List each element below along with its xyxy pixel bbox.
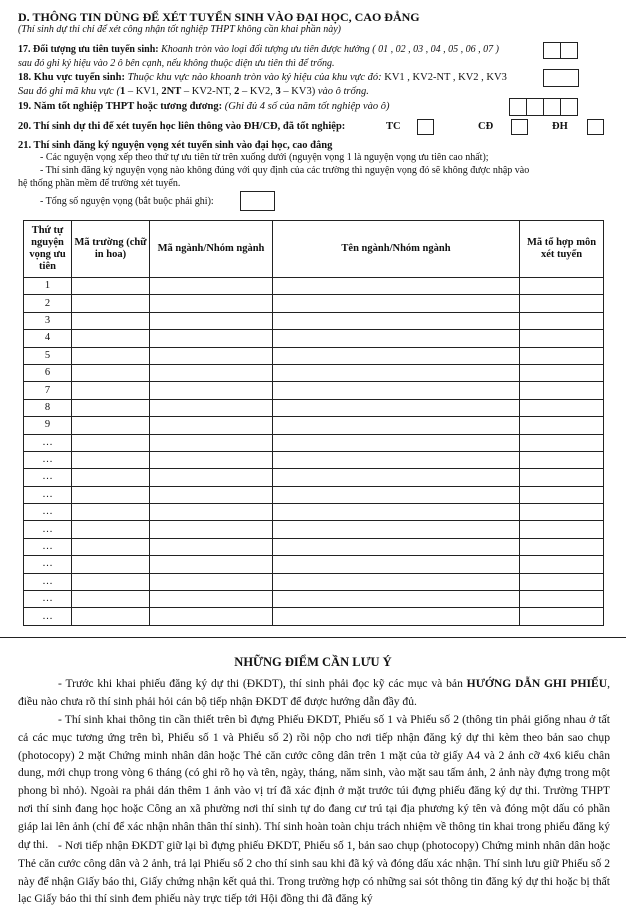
major-code-cell[interactable] [150,608,273,625]
table-row [24,347,604,364]
table-row [24,591,604,608]
row-number: 6 [24,364,72,381]
row-number: 3 [24,312,72,329]
table-row [24,382,604,399]
row-number: 7 [24,382,72,399]
major-name-cell[interactable] [273,278,520,295]
major-code-cell[interactable] [150,312,273,329]
major-code-cell[interactable] [150,364,273,381]
q20-opt-cd: CĐ [478,121,494,132]
school-code-cell[interactable] [72,434,150,451]
q20-opt-dh: ĐH [552,121,568,132]
row-number: 2 [24,295,72,312]
q19-box-3[interactable] [543,98,561,116]
subject-group-cell[interactable] [520,521,604,538]
major-name-cell[interactable] [273,434,520,451]
major-name-cell[interactable] [273,312,520,329]
row-number: … [24,504,72,521]
q20-checkbox-dh[interactable] [587,119,604,135]
major-name-cell[interactable] [273,591,520,608]
major-name-cell[interactable] [273,608,520,625]
table-header-row [24,221,604,278]
row-number: … [24,591,72,608]
q18-line2-i: – KV3) [280,86,316,97]
table-row [24,364,604,381]
row-number: 1 [24,278,72,295]
major-name-cell[interactable] [273,417,520,434]
q17-line2: sau đó ghi ký hiệu vào 2 ô bên cạnh, nếu không thuộc diện ưu tiên thì để trống. [18,58,335,69]
major-code-cell[interactable] [150,382,273,399]
subject-group-cell[interactable] [520,538,604,555]
row-number: … [24,469,72,486]
q20-checkbox-cd[interactable] [511,119,528,135]
subject-group-cell[interactable] [520,591,604,608]
major-name-cell[interactable] [273,364,520,381]
subject-group-cell[interactable] [520,469,604,486]
major-code-cell[interactable] [150,521,273,538]
row-number: … [24,556,72,573]
q18-line2 [18,86,369,97]
row-number: … [24,486,72,503]
q21-note1: - Các nguyện vọng xếp theo thứ tự ưu tiên từ trên xuống dưới (nguyện vọng 1 là nguyện vọng ưu tiên cao nhất); [40,152,489,163]
col-school-code: Mã trường (chữ in hoa) [72,221,150,278]
table-row [24,278,604,295]
q18-box[interactable] [543,69,579,87]
q18-line2-g: – KV2, [239,86,276,97]
table-row [24,295,604,312]
major-name-cell[interactable] [273,573,520,590]
major-code-cell[interactable] [150,486,273,503]
notes-p1-a: - Trước khi khai phiếu đăng ký dự thi (ĐKDT), thí sinh phải đọc kỹ các mục và bản [58,677,467,690]
table-row [24,312,604,329]
q21-note2b: hệ thống phần mềm để trường xét tuyển. [18,178,181,189]
subject-group-cell[interactable] [520,399,604,416]
q18-codes: KV1 , KV2-NT , KV2 , KV3 [381,72,507,83]
subject-group-cell[interactable] [520,417,604,434]
major-name-cell[interactable] [273,295,520,312]
q17-line1 [18,44,499,55]
table-row [24,521,604,538]
table-row [24,538,604,555]
q21-total-label: - Tổng số nguyện vọng (bắt buộc phải ghi): [40,196,214,207]
row-number: 8 [24,399,72,416]
subject-group-cell[interactable] [520,451,604,468]
q18-code-1: 1 [119,86,126,97]
major-code-cell[interactable] [150,573,273,590]
major-name-cell[interactable] [273,556,520,573]
major-code-cell[interactable] [150,295,273,312]
q20-opt-tc: TC [386,121,401,132]
subject-group-cell[interactable] [520,608,604,625]
school-code-cell[interactable] [72,608,150,625]
notes-p1-emphasis: HƯỚNG DẪN GHI PHIẾU [466,677,608,690]
q21-total-box[interactable] [240,191,275,211]
q19-box-1[interactable] [509,98,527,116]
notes-title: NHỮNG ĐIỂM CẦN LƯU Ý [234,655,392,669]
major-name-cell[interactable] [273,469,520,486]
subject-group-cell[interactable] [520,364,604,381]
major-code-cell[interactable] [150,347,273,364]
section-d-subtitle: (Thí sinh dự thi chỉ để xét công nhận tốt nghiệp THPT không cần khai phần này) [18,24,342,35]
school-code-cell[interactable] [72,330,150,347]
col-major-name: Tên ngành/Nhóm ngành [273,221,520,278]
major-code-cell[interactable] [150,538,273,555]
table-row [24,556,604,573]
subject-group-cell[interactable] [520,278,604,295]
table-row [24,417,604,434]
notes-paragraph-3: - Nơi tiếp nhận ĐKDT giữ lại bì đựng phiếu ĐKDT, Phiếu số 1, bản sao chụp (photocopy) Chứng minh nhân dân hoặc Thẻ căn cước công dân và 2 ảnh, trả lại Phiếu số 2 cho thí sinh sau khi đã ký và đóng dấu xác nhận. Thí sinh lưu giữ Phiếu số 2 này để nhận Giấy báo thi, Giấy chứng nhận kết quả thi. Trong trường hợp có những sai sót thông tin đăng ký dự thi hoặc bị thất lạc Giấy báo thi thí sinh đem phiếu này trực tiếp tới Hội đồng thi đã đăng ký [18,839,610,906]
school-code-cell[interactable] [72,556,150,573]
major-name-cell[interactable] [273,347,520,364]
school-code-cell[interactable] [72,451,150,468]
major-code-cell[interactable] [150,330,273,347]
major-name-cell[interactable] [273,451,520,468]
subject-group-cell[interactable] [520,330,604,347]
q21-note2a: - Thí sinh đăng ký nguyện vọng nào không đúng với quy định của các trường thì nguyện vọng đó sẽ không được nhập vào [40,165,530,176]
major-code-cell[interactable] [150,278,273,295]
q17-box-1[interactable] [543,42,561,59]
table-row [24,504,604,521]
school-code-cell[interactable] [72,382,150,399]
col-major-code: Mã ngành/Nhóm ngành [150,221,273,278]
subject-group-cell[interactable] [520,382,604,399]
q18-code-2: 2 [234,86,240,97]
section-d-title: D. THÔNG TIN DÙNG ĐỂ XÉT TUYỂN SINH VÀO ĐẠI HỌC, CAO ĐẲNG [18,10,420,24]
q18-line2-j: vào ô trống. [315,86,369,97]
q19-text: (Ghi đủ 4 số của năm tốt nghiệp vào ô) [222,101,390,112]
row-number: … [24,538,72,555]
q17-label: 17. Đối tượng ưu tiên tuyển sinh: [18,44,159,55]
notes-paragraph-2: - Thí sinh khai thông tin cần thiết trên bì đựng Phiếu ĐKDT, Phiếu số 1 và Phiếu số 2 (thông tin phải giống nhau ở tất cả các mục tương ứng trên bì, Phiếu số 1 và Phiếu số 2) rồi nộp cho nơi tiếp nhận đăng ký dự thi kèm theo bản sao chụp (photocopy) 2 mặt Chứng minh nhân dân hoặc Thẻ căn cước công dân trên 1 mặt của tờ giấy A4 và 2 ảnh cỡ 4x6 kiểu chân dung, mới chụp trong vòng 6 tháng (có ghi rõ họ và tên, ngày, tháng, năm sinh, vào mặt sau tấm ảnh, 2 ảnh này đựng trong một phong bì nhỏ). Ngoài ra phải dán thêm 1 ảnh vào vị trí đã xác định ở mặt trước túi đựng phiếu đăng ký dự thi. Trường THPT nơi thí sinh đang học hoặc Công an xã phường nơi thí sinh tự do đang cư trú tại địa phương ký tên và đóng một dấu có phần giáp lai lên ảnh (chỉ để xác nhận nhân thân thí sinh). Thí sinh hoàn toàn chịu trách nhiệm về thông tin khai trong phiếu đăng ký dự thi. [18,713,610,851]
major-name-cell[interactable] [273,538,520,555]
row-number: … [24,608,72,625]
major-code-cell[interactable] [150,469,273,486]
row-number: 9 [24,417,72,434]
q17-box-2[interactable] [560,42,578,59]
q18-line1 [18,72,507,83]
q18-line2-c: – KV1, [125,86,162,97]
subject-group-cell[interactable] [520,347,604,364]
subject-group-cell[interactable] [520,295,604,312]
school-code-cell[interactable] [72,504,150,521]
table-row [24,573,604,590]
notes-paragraph-1 [18,675,610,711]
school-code-cell[interactable] [72,278,150,295]
q19-box-4[interactable] [560,98,578,116]
school-code-cell[interactable] [72,295,150,312]
q19-label: 19. Năm tốt nghiệp THPT hoặc tương đương: [18,101,223,112]
table-row [24,486,604,503]
school-code-cell[interactable] [72,312,150,329]
aspiration-table [23,220,604,626]
row-number: 4 [24,330,72,347]
major-code-cell[interactable] [150,451,273,468]
school-code-cell[interactable] [72,399,150,416]
q18-label: 18. Khu vực tuyển sinh: [18,72,125,83]
major-name-cell[interactable] [273,330,520,347]
col-priority: Thứ tự nguyện vọng ưu tiên [24,221,72,278]
table-row [24,434,604,451]
major-code-cell[interactable] [150,504,273,521]
school-code-cell[interactable] [72,347,150,364]
col-subject-group: Mã tổ hợp môn xét tuyển [520,221,604,278]
school-code-cell[interactable] [72,469,150,486]
school-code-cell[interactable] [72,364,150,381]
major-code-cell[interactable] [150,417,273,434]
subject-group-cell[interactable] [520,312,604,329]
table-row [24,469,604,486]
major-name-cell[interactable] [273,504,520,521]
subject-group-cell[interactable] [520,573,604,590]
q19-line [18,101,390,112]
row-number: … [24,573,72,590]
major-name-cell[interactable] [273,521,520,538]
subject-group-cell[interactable] [520,434,604,451]
table-row [24,399,604,416]
subject-group-cell[interactable] [520,486,604,503]
q18-line2-a: Sau đó ghi mã khu vực ( [18,86,120,97]
school-code-cell[interactable] [72,486,150,503]
q18-line2-e: – KV2-NT, [181,86,235,97]
q20-checkbox-tc[interactable] [417,119,434,135]
q17-text: Khoanh tròn vào loại đối tượng ưu tiên được hưởng ( 01 , 02 , 03 , 04 , 05 , 06 , 07 ) [158,44,499,55]
q20-label: 20. Thí sinh dự thi để xét tuyển học liên thông vào ĐH/CĐ, đã tốt nghiệp: [18,121,346,132]
major-code-cell[interactable] [150,434,273,451]
major-name-cell[interactable] [273,382,520,399]
section-divider [0,637,626,638]
row-number: 5 [24,347,72,364]
row-number: … [24,434,72,451]
row-number: … [24,521,72,538]
major-code-cell[interactable] [150,399,273,416]
q18-text: Thuộc khu vực nào khoanh tròn vào ký hiệu của khu vực đó: [124,72,382,83]
q18-code-2nt: 2NT [161,86,182,97]
table-row [24,330,604,347]
school-code-cell[interactable] [72,417,150,434]
table-row [24,451,604,468]
q18-code-3: 3 [275,86,281,97]
subject-group-cell[interactable] [520,556,604,573]
school-code-cell[interactable] [72,573,150,590]
school-code-cell[interactable] [72,521,150,538]
subject-group-cell[interactable] [520,504,604,521]
school-code-cell[interactable] [72,591,150,608]
q19-box-2[interactable] [526,98,544,116]
major-name-cell[interactable] [273,399,520,416]
major-code-cell[interactable] [150,591,273,608]
school-code-cell[interactable] [72,538,150,555]
major-name-cell[interactable] [273,486,520,503]
q21-label: 21. Thí sinh đăng ký nguyện vọng xét tuyển sinh vào đại học, cao đẳng [18,140,333,151]
notes-p1-c: , điều nào chưa rõ thí sinh phải hỏi cán bộ tiếp nhận ĐKDT để được hướng dẫn đầy đủ. [18,677,611,708]
table-row [24,608,604,625]
major-code-cell[interactable] [150,556,273,573]
row-number: … [24,451,72,468]
